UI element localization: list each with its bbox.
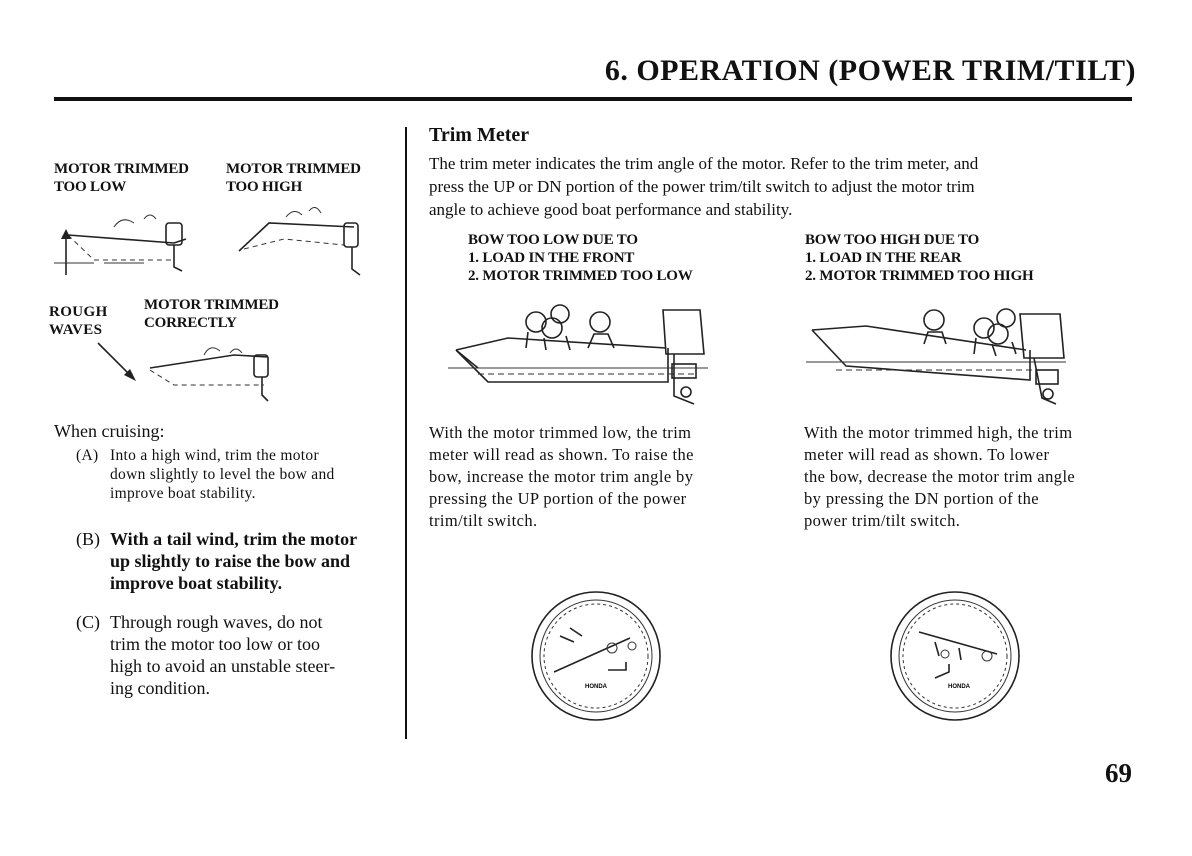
cruising-item-c: (C) Through rough waves, do not trim the motor too low or too high to avoid an unstable steer- ing condition. (76, 612, 336, 698)
trim-meter-high-gauge (889, 590, 1021, 722)
gauge-brand-label: HONDA (585, 684, 607, 690)
cruising-heading: When cruising: (54, 421, 165, 441)
page-title: 6. OPERATION (POWER TRIM/TILT) (604, 54, 1136, 87)
boat-trimmed-correctly-illustration (98, 343, 268, 401)
boat-bow-too-high-illustration (806, 300, 1076, 415)
caption-bow-too-high: BOW TOO HIGH DUE TO 1. LOAD IN THE REAR 2. MOTOR TRIMMED TOO HIGH (805, 232, 1034, 284)
caption-bow-too-low: BOW TOO LOW DUE TO 1. LOAD IN THE FRONT 2. MOTOR TRIMMED TOO LOW (468, 232, 693, 284)
caption-rough-waves: ROUGH WAVES (49, 304, 108, 338)
boat-trimmed-low-illustration (54, 215, 186, 271)
page-number: 69 (1105, 758, 1132, 788)
intro-paragraph: The trim meter indicates the trim angle of the motor. Refer to the trim meter, and press the UP or DN portion of the power trim/tilt switch to adjust the motor trim angle to achieve good boat performance and stability. (429, 154, 979, 219)
trim-meter-low-gauge (530, 590, 662, 722)
cruising-item-a: (A) Into a high wind, trim the motor down slightly to level the bow and improve boat stability. (76, 447, 335, 502)
caption-motor-trimmed-too-high: MOTOR TRIMMED TOO HIGH (226, 161, 361, 195)
column-divider (405, 127, 407, 739)
boat-bow-too-low-illustration (448, 300, 718, 415)
gauge-brand-label: HONDA (948, 684, 970, 690)
caption-motor-trimmed-correctly: MOTOR TRIMMED CORRECTLY (144, 297, 279, 331)
header-rule (54, 97, 1132, 101)
bow-too-low-text: With the motor trimmed low, the trim meter will read as shown. To raise the bow, increase the motor trim angle by pressing the UP portion of the power trim/tilt switch. (429, 423, 694, 530)
caption-motor-trimmed-too-low: MOTOR TRIMMED TOO LOW (54, 161, 189, 195)
boat-trimmed-high-illustration (239, 207, 360, 275)
bow-too-high-text: With the motor trimmed high, the trim meter will read as shown. To lower the bow, decrease the motor trim angle by pressing the DN portion of the power trim/tilt switch. (804, 423, 1076, 530)
cruising-item-b: (B) With a tail wind, trim the motor up slightly to raise the bow and improve boat stability. (76, 529, 358, 593)
section-title: Trim Meter (429, 124, 530, 146)
